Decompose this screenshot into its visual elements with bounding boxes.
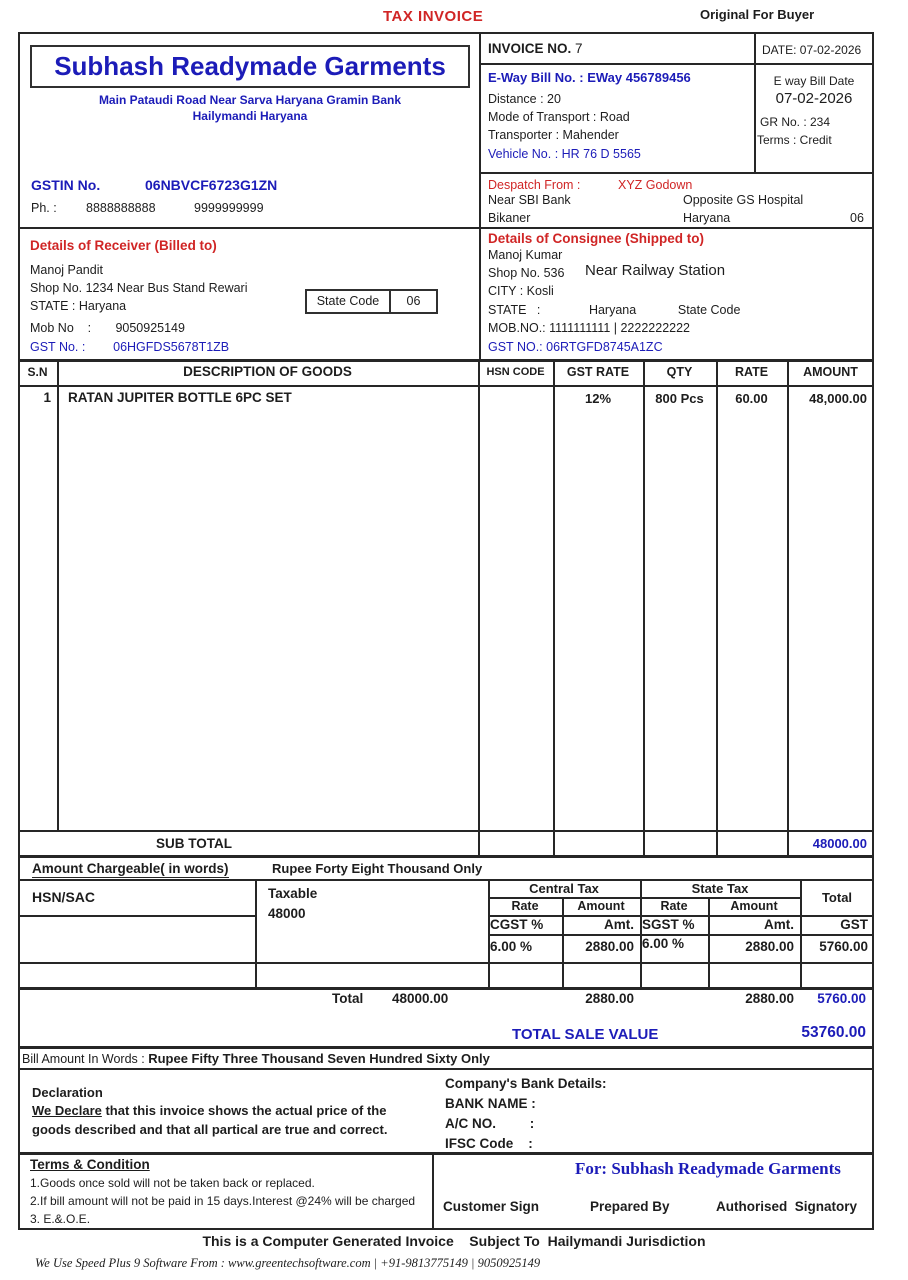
seller-phone-2: 9999999999 bbox=[194, 201, 264, 215]
divider bbox=[479, 32, 481, 360]
receiver-address: Shop No. 1234 Near Bus Stand Rewari bbox=[30, 281, 248, 295]
bank-name-label: BANK NAME : bbox=[445, 1096, 536, 1111]
divider bbox=[18, 962, 874, 964]
col-header-qty: QTY bbox=[666, 365, 693, 379]
divider bbox=[18, 915, 255, 917]
distance: Distance : 20 bbox=[488, 92, 561, 106]
divider bbox=[18, 1152, 874, 1155]
divider bbox=[479, 172, 874, 174]
payment-terms: Terms : Credit bbox=[757, 133, 832, 147]
col-header-gst-rate: GST RATE bbox=[566, 365, 630, 379]
divider bbox=[478, 359, 480, 856]
total-sale-value-label: TOTAL SALE VALUE bbox=[512, 1026, 659, 1043]
vehicle-no: Vehicle No. : HR 76 D 5565 bbox=[488, 147, 641, 161]
bill-words-value: Rupee Fifty Three Thousand Seven Hundred Sixty Only bbox=[148, 1051, 490, 1066]
gst-total-value: 5760.00 bbox=[819, 939, 868, 954]
computer-generated-note: This is a Computer Generated Invoice Subject To Hailymandi Jurisdiction bbox=[202, 1233, 706, 1249]
cgst-rate-header: Rate bbox=[511, 899, 539, 913]
divider bbox=[18, 855, 874, 858]
despatch-from-name: XYZ Godown bbox=[618, 178, 693, 192]
bank-ifsc-label: IFSC Code : bbox=[445, 1136, 533, 1151]
divider bbox=[716, 359, 718, 856]
bill-words-label: Bill Amount In Words : bbox=[22, 1052, 149, 1066]
seller-name-box bbox=[30, 45, 470, 88]
receiver-mobile: Mob No : 9050925149 bbox=[30, 321, 185, 335]
bank-details-heading: Company's Bank Details: bbox=[445, 1076, 607, 1091]
customer-sign-label: Customer Sign bbox=[443, 1199, 540, 1214]
amount-words-label: Amount Chargeable( in words) bbox=[32, 861, 229, 876]
totals-row-label: Total bbox=[332, 991, 364, 1006]
seller-name: Subhash Readymade Garments bbox=[54, 51, 446, 81]
sgst-label: SGST % bbox=[642, 917, 695, 932]
divider bbox=[18, 385, 874, 387]
invoice-no-value: 7 bbox=[575, 41, 583, 56]
divider bbox=[57, 359, 59, 830]
sub-total-label: SUB TOTAL bbox=[156, 836, 232, 851]
taxable-value: 48000 bbox=[268, 906, 306, 921]
eway-bill-no: E-Way Bill No. : EWay 456789456 bbox=[488, 70, 691, 85]
transporter: Transporter : Mahender bbox=[488, 128, 619, 142]
declaration-line2: goods described and that all partical are true and correct. bbox=[32, 1122, 388, 1137]
consignee-heading: Details of Consignee (Shipped to) bbox=[488, 231, 705, 246]
seller-address-line1: Main Pataudi Road Near Sarva Haryana Gramin Bank bbox=[98, 93, 402, 107]
total-sale-value: 53760.00 bbox=[801, 1024, 866, 1041]
col-header-sn: S.N bbox=[27, 365, 48, 379]
divider bbox=[255, 879, 257, 988]
seller-gstin-label: GSTIN No. bbox=[31, 177, 101, 193]
divider bbox=[643, 359, 645, 856]
totals-row-cgst: 2880.00 bbox=[585, 991, 634, 1006]
declaration-line1: that this invoice shows the actual price of the bbox=[101, 1103, 387, 1118]
item-qty: 800 Pcs bbox=[655, 391, 704, 406]
gst-column-label: GST bbox=[840, 917, 868, 932]
divider bbox=[18, 227, 874, 229]
consignee-landmark: Near Railway Station bbox=[585, 262, 726, 279]
divider bbox=[787, 359, 789, 856]
sub-total-value: 48000.00 bbox=[812, 836, 867, 851]
sgst-rate-header: Rate bbox=[660, 899, 688, 913]
despatch-city: Bikaner bbox=[488, 211, 531, 225]
declaration-underlined: We Declare bbox=[32, 1103, 102, 1118]
col-header-hsn: HSN CODE bbox=[486, 366, 545, 378]
sgst-rate-value: 6.00 % bbox=[642, 936, 685, 951]
receiver-state: STATE : Haryana bbox=[30, 299, 127, 313]
divider bbox=[553, 359, 555, 856]
totals-row-sgst: 2880.00 bbox=[745, 991, 794, 1006]
consignee-name: Manoj Kumar bbox=[488, 248, 563, 262]
transport-mode: Mode of Transport : Road bbox=[488, 110, 630, 124]
despatch-address-2: Opposite GS Hospital bbox=[683, 193, 804, 207]
central-tax-header: Central Tax bbox=[529, 881, 599, 896]
state-code-value: 06 bbox=[406, 294, 421, 308]
sgst-amount-value: 2880.00 bbox=[745, 939, 794, 954]
divider bbox=[18, 987, 874, 990]
divider bbox=[18, 1046, 874, 1049]
software-credit-note: We Use Speed Plus 9 Software From : www.greentechsoftware.com | +91-9813775149 | 9050925149 bbox=[35, 1256, 541, 1270]
divider bbox=[18, 830, 874, 832]
despatch-from-label: Despatch From : bbox=[488, 178, 581, 192]
despatch-address-1: Near SBI Bank bbox=[488, 193, 571, 207]
hsn-sac-label: HSN/SAC bbox=[32, 889, 96, 905]
invoice-date: DATE: 07-02-2026 bbox=[762, 43, 862, 57]
terms-item-2: 2.If bill amount will not be paid in 15 days.Interest @24% will be charged bbox=[30, 1194, 416, 1208]
cgst-amount-value: 2880.00 bbox=[585, 939, 634, 954]
divider bbox=[18, 359, 874, 362]
despatch-state: Haryana bbox=[683, 211, 731, 225]
receiver-gst: GST No. : 06HGFDS5678T1ZB bbox=[30, 340, 230, 354]
col-header-description: DESCRIPTION OF GOODS bbox=[183, 364, 352, 379]
item-description: RATAN JUPITER BOTTLE 6PC SET bbox=[68, 390, 292, 405]
item-amount: 48,000.00 bbox=[809, 391, 867, 406]
divider bbox=[432, 1152, 434, 1230]
total-column-header: Total bbox=[821, 890, 853, 905]
for-company-signature: For: Subhash Readymade Garments bbox=[575, 1159, 841, 1178]
item-sn: 1 bbox=[43, 390, 51, 405]
divider bbox=[18, 1068, 874, 1070]
declaration-heading: Declaration bbox=[32, 1085, 103, 1100]
consignee-mobile: MOB.NO.: 1111111111 | 2222222222 bbox=[488, 321, 690, 335]
despatch-state-code: 06 bbox=[850, 211, 864, 225]
totals-row-taxable: 48000.00 bbox=[392, 991, 449, 1006]
consignee-city: CITY : Kosli bbox=[488, 284, 554, 298]
col-header-amount: AMOUNT bbox=[803, 365, 858, 379]
receiver-heading: Details of Receiver (Billed to) bbox=[30, 238, 217, 253]
cgst-amount-header: Amount bbox=[577, 899, 625, 913]
copy-type-label: Original For Buyer bbox=[700, 7, 815, 22]
gr-no: GR No. : 234 bbox=[760, 115, 831, 129]
item-gst-rate: 12% bbox=[584, 391, 612, 406]
terms-item-1: 1.Goods once sold will not be taken back or replaced. bbox=[30, 1176, 315, 1190]
amount-words-value: Rupee Forty Eight Thousand Only bbox=[272, 861, 483, 876]
receiver-state-code-box bbox=[305, 289, 438, 314]
col-header-rate: RATE bbox=[734, 365, 769, 379]
state-tax-header: State Tax bbox=[691, 881, 749, 896]
authorised-signatory-label: Authorised Signatory bbox=[716, 1199, 858, 1214]
taxable-label: Taxable bbox=[268, 886, 318, 901]
cgst-label: CGST % bbox=[490, 917, 544, 932]
sgst-amount-header: Amount bbox=[730, 899, 778, 913]
seller-gstin-value: 06NBVCF6723G1ZN bbox=[145, 177, 278, 193]
cgst-rate-value: 6.00 % bbox=[490, 939, 533, 954]
receiver-name: Manoj Pandit bbox=[30, 263, 103, 277]
seller-phone-label: Ph. : bbox=[31, 201, 57, 215]
eway-bill-date-label: E way Bill Date bbox=[773, 74, 855, 88]
consignee-state-line: STATE : Haryana State Code bbox=[488, 303, 741, 317]
state-code-label: State Code bbox=[307, 291, 391, 312]
item-rate: 60.00 bbox=[735, 391, 768, 406]
cgst-amt-label: Amt. bbox=[604, 917, 634, 932]
terms-heading: Terms & Condition bbox=[30, 1157, 150, 1172]
divider bbox=[479, 63, 874, 65]
eway-bill-date-value: 07-02-2026 bbox=[775, 90, 853, 107]
seller-phone-1: 8888888888 bbox=[86, 201, 156, 215]
seller-address-line2: Hailymandi Haryana bbox=[192, 109, 308, 123]
sgst-amt-label: Amt. bbox=[764, 917, 794, 932]
invoice-no-label: INVOICE NO. bbox=[488, 41, 572, 56]
document-title: TAX INVOICE bbox=[383, 8, 484, 25]
terms-item-3: 3. E.&.O.E. bbox=[30, 1212, 91, 1226]
totals-row-gst: 5760.00 bbox=[817, 991, 866, 1006]
prepared-by-label: Prepared By bbox=[590, 1199, 670, 1214]
consignee-shop: Shop No. 536 bbox=[488, 266, 565, 280]
bank-ac-label: A/C NO. : bbox=[445, 1116, 535, 1131]
consignee-gst: GST NO.: 06RTGFD8745A1ZC bbox=[488, 340, 663, 354]
